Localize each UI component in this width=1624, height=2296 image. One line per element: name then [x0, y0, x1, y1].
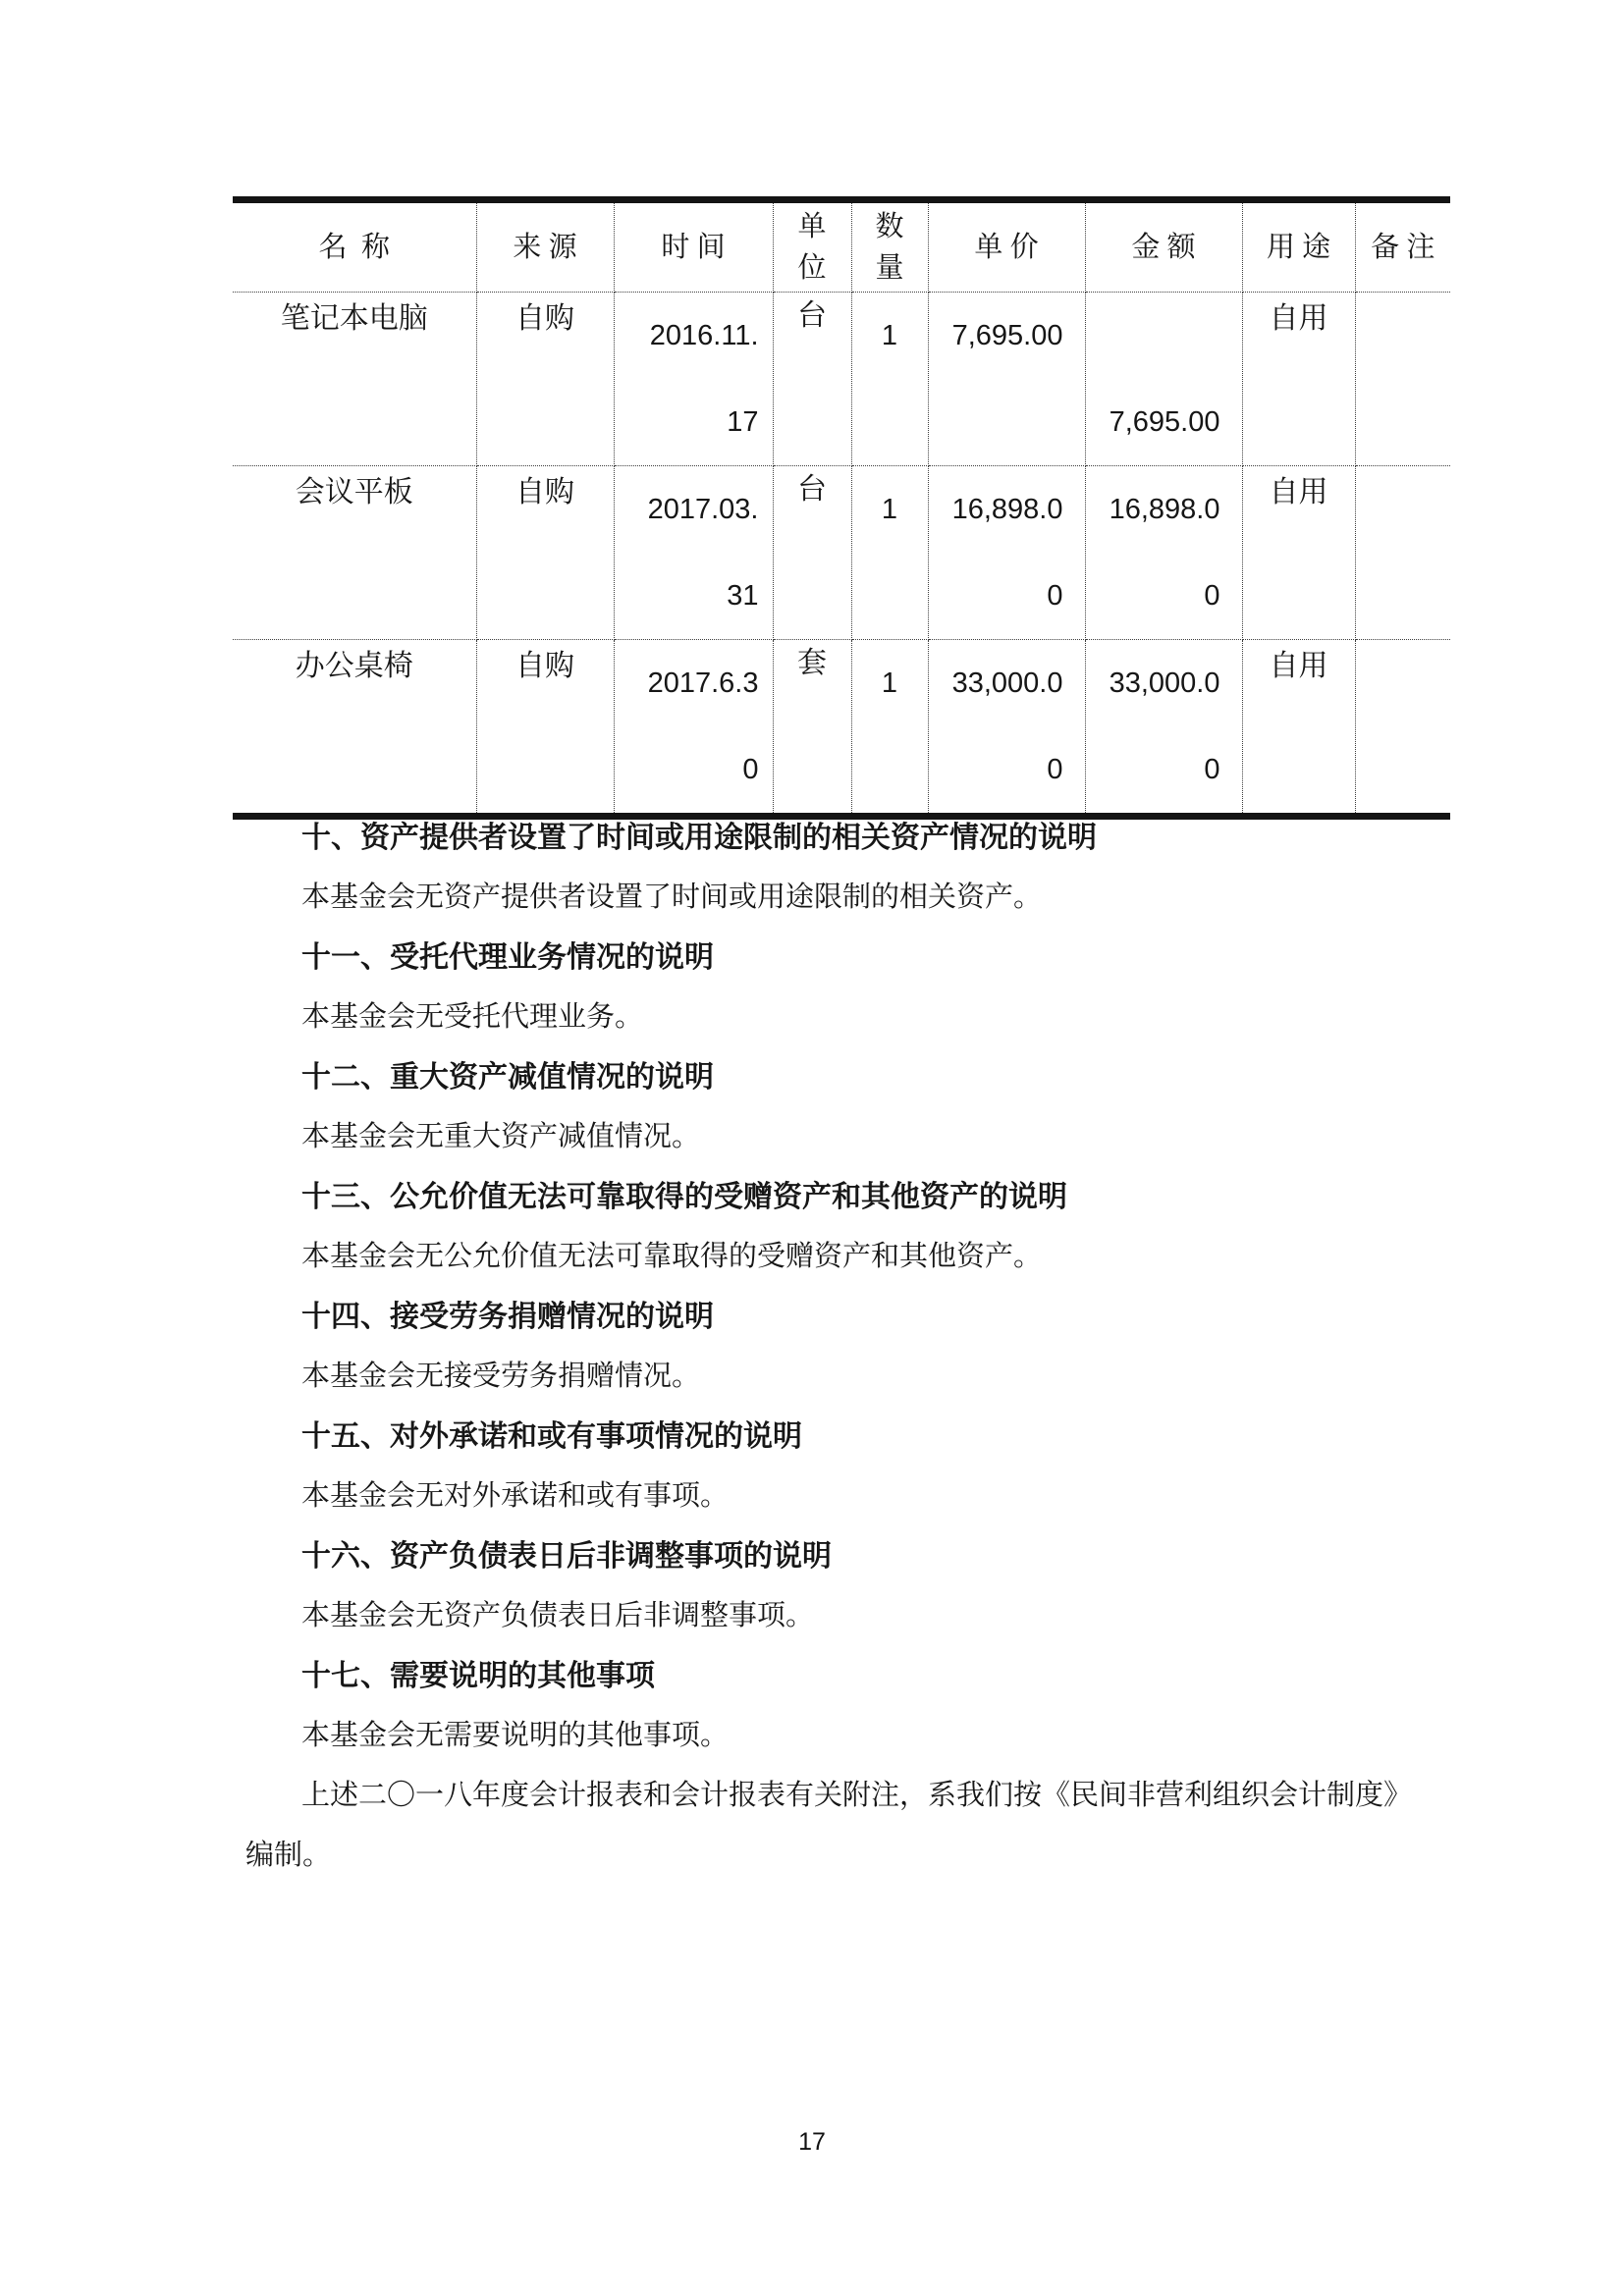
asset-source: 自购: [515, 476, 574, 508]
cell-quantity: [851, 466, 928, 640]
asset-quantity: 1: [881, 493, 898, 525]
cell-name: [233, 293, 476, 466]
asset-remark: [1356, 293, 1451, 301]
asset-unit: 台: [797, 299, 827, 332]
asset-table: [233, 196, 1450, 820]
section-heading-15: 十五、对外承诺和或有事项情况的说明: [301, 1420, 802, 1453]
cell-remark: [1355, 466, 1450, 640]
asset-time-line1: 2017.6.3: [647, 667, 759, 699]
asset-price-line1: 16,898.0: [951, 493, 1063, 525]
cell-time: [614, 293, 773, 466]
asset-use: 自用: [1269, 650, 1328, 682]
table-row: [233, 466, 1450, 640]
asset-amount-line1: 33,000.0: [1109, 667, 1220, 699]
asset-unit: 套: [797, 647, 827, 679]
asset-price-line1: 33,000.0: [951, 667, 1063, 699]
asset-remark: [1356, 466, 1451, 475]
column-header-label: 数: [875, 211, 904, 242]
column-header-name: [233, 200, 476, 293]
section-heading-14: 十四、接受劳务捐赠情况的说明: [301, 1301, 714, 1333]
asset-price-line2: [929, 379, 1085, 465]
section-heading-11: 十一、受托代理业务情况的说明: [301, 941, 714, 974]
cell-remark: [1355, 293, 1450, 466]
asset-price-line2: 0: [1047, 753, 1063, 785]
table-row: [233, 293, 1450, 466]
asset-source: 自购: [515, 650, 574, 682]
cell-amount: [1085, 466, 1242, 640]
section-heading-10: 十、资产提供者设置了时间或用途限制的相关资产情况的说明: [301, 822, 1097, 854]
column-header-label: 单 价: [974, 232, 1039, 263]
asset-use: 自用: [1269, 302, 1328, 335]
closing-paragraph-line2: 编制。: [245, 1840, 332, 1871]
section-heading-16: 十六、资产负债表日后非调整事项的说明: [301, 1540, 832, 1573]
asset-amount-line1: 16,898.0: [1109, 493, 1220, 525]
cell-use: [1242, 466, 1355, 640]
section-body-10: 本基金会无资产提供者设置了时间或用途限制的相关资产。: [301, 881, 1043, 913]
cell-unit-price: [928, 293, 1085, 466]
section-body-14: 本基金会无接受劳务捐赠情况。: [301, 1361, 701, 1392]
asset-amount-line2: 7,695.00: [1109, 405, 1220, 438]
column-header-label: 来 源: [513, 232, 577, 263]
asset-time-line1: 2016.11.: [649, 319, 759, 351]
asset-time-line2: 0: [742, 753, 759, 785]
cell-time: [614, 640, 773, 817]
section-body-15: 本基金会无对外承诺和或有事项。: [301, 1480, 730, 1512]
cell-quantity: [851, 640, 928, 817]
cell-unit: [773, 466, 851, 640]
column-header-label: 单: [797, 211, 827, 242]
cell-remark: [1355, 640, 1450, 817]
column-header-label: 备 注: [1371, 232, 1435, 263]
asset-use: 自用: [1269, 476, 1328, 508]
section-heading-17: 十七、需要说明的其他事项: [301, 1660, 655, 1692]
column-header-label: 名 称: [318, 232, 390, 263]
asset-price-line1: 7,695.00: [951, 319, 1063, 351]
cell-amount: [1085, 640, 1242, 817]
cell-use: [1242, 293, 1355, 466]
column-header-unit-price: [928, 200, 1085, 293]
asset-time-line2: 31: [727, 579, 759, 612]
table-row: [233, 640, 1450, 817]
column-header-amount: [1085, 200, 1242, 293]
cell-name: [233, 640, 476, 817]
page-number: 17: [798, 2128, 826, 2156]
cell-unit-price: [928, 640, 1085, 817]
asset-name: 办公桌椅: [295, 650, 413, 682]
asset-name: 会议平板: [295, 476, 413, 508]
cell-source: [476, 640, 614, 817]
column-header-use: [1242, 200, 1355, 293]
asset-amount-line2: 0: [1204, 579, 1220, 612]
cell-unit-price: [928, 466, 1085, 640]
section-body-16: 本基金会无资产负债表日后非调整事项。: [301, 1600, 815, 1631]
column-header-label: 时 间: [661, 232, 726, 263]
asset-price-line2: 0: [1047, 579, 1063, 612]
cell-time: [614, 466, 773, 640]
asset-unit: 台: [797, 473, 827, 506]
cell-source: [476, 293, 614, 466]
section-body-11: 本基金会无受托代理业务。: [301, 1001, 644, 1033]
cell-use: [1242, 640, 1355, 817]
column-header-unit: [773, 200, 851, 293]
column-header-label: 用 途: [1266, 232, 1331, 263]
asset-source: 自购: [515, 302, 574, 335]
cell-name: [233, 466, 476, 640]
closing-paragraph-line1: 上述二〇一八年度会计报表和会计报表有关附注，系我们按《民间非营利组织会计制度》: [301, 1780, 1413, 1811]
cell-quantity: [851, 293, 928, 466]
section-body-12: 本基金会无重大资产减值情况。: [301, 1121, 701, 1152]
cell-unit: [773, 293, 851, 466]
section-body-17: 本基金会无需要说明的其他事项。: [301, 1720, 730, 1751]
column-header-remark: [1355, 200, 1450, 293]
asset-amount-line1: [1086, 293, 1242, 379]
asset-name: 笔记本电脑: [280, 302, 428, 335]
asset-amount-line2: 0: [1204, 753, 1220, 785]
notes-sections: [245, 808, 1413, 1886]
column-header-source: [476, 200, 614, 293]
column-header-label: 量: [875, 252, 904, 284]
column-header-time: [614, 200, 773, 293]
asset-remark: [1356, 640, 1451, 649]
asset-quantity: 1: [881, 667, 898, 699]
asset-time-line1: 2017.03.: [647, 493, 759, 525]
cell-source: [476, 466, 614, 640]
asset-quantity: 1: [881, 319, 898, 351]
cell-unit: [773, 640, 851, 817]
asset-time-line2: 17: [727, 405, 759, 438]
column-header-label: 金 额: [1131, 232, 1196, 263]
section-body-13: 本基金会无公允价值无法可靠取得的受赠资产和其他资产。: [301, 1241, 1043, 1272]
column-header-label: 位: [797, 252, 827, 284]
cell-amount: [1085, 293, 1242, 466]
table-header-row: [233, 200, 1450, 293]
asset-table-container: [233, 196, 1450, 820]
section-heading-12: 十二、重大资产减值情况的说明: [301, 1061, 714, 1094]
section-heading-13: 十三、公允价值无法可靠取得的受赠资产和其他资产的说明: [301, 1181, 1067, 1213]
column-header-quantity: [851, 200, 928, 293]
